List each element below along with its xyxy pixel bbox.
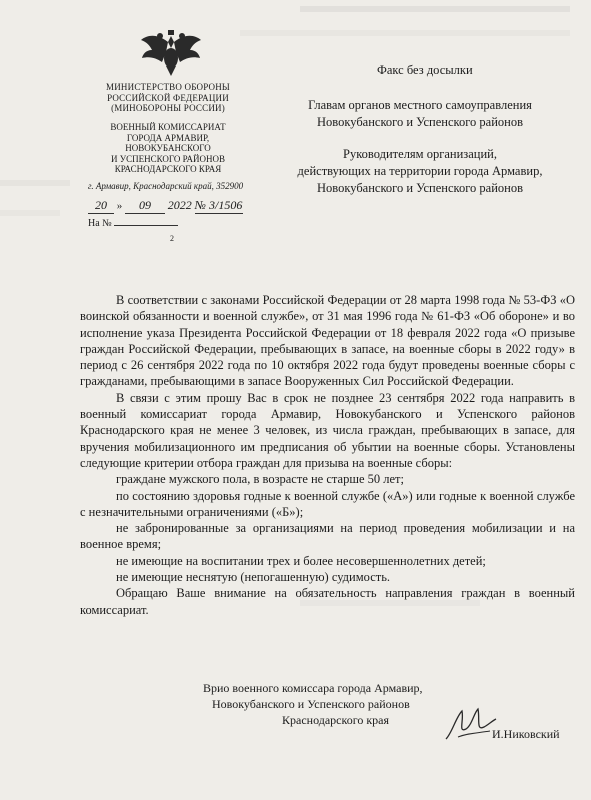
commissariat-line: ГОРОДА АРМАВИР, <box>126 132 210 143</box>
fax-header-bleed <box>300 6 570 12</box>
ministry-line: (МИНОБОРОНЫ РОССИИ) <box>111 103 225 113</box>
recipient-organizations <box>270 146 570 197</box>
commissariat-line: КРАСНОДАРСКОГО КРАЯ <box>114 164 222 174</box>
registration-line: 20 » 09 2022 № 3/1506 <box>88 198 243 214</box>
commissariat-line: НОВОКУБАНСКОГО <box>125 143 211 153</box>
signatory-title-line: Новокубанского и Успенского районов <box>212 697 410 711</box>
handwritten-signature-icon <box>438 703 498 745</box>
left-margin-bleed <box>0 210 60 216</box>
letter-body <box>80 292 575 618</box>
criterion-item: не имеющие на воспитании трех и более несовершеннолетних детей; <box>116 553 486 568</box>
criterion-item: по состоянию здоровья годные к военной службе («А») или годные к военной службе с незначительными ограничениями («Б»); <box>80 488 575 519</box>
reference-line <box>88 218 178 229</box>
left-margin-bleed <box>0 180 70 186</box>
commissariat-line: И УСПЕНСКОГО РАЙОНОВ <box>111 153 225 164</box>
commissariat-line: ВОЕННЫЙ КОМИССАРИАТ <box>110 122 226 132</box>
signatory-name: И.Никовский <box>492 727 560 741</box>
ministry-name <box>78 82 258 114</box>
commissariat-name <box>76 122 260 175</box>
double-headed-eagle-emblem-icon <box>138 28 204 78</box>
recipient-line: Руководителям организаций, <box>343 147 497 161</box>
recipient-line: Новокубанского и Успенского районов <box>317 181 523 195</box>
fax-note: Факс без досылки <box>377 63 473 77</box>
ministry-line: МИНИСТЕРСТВО ОБОРОНЫ <box>106 82 230 92</box>
reference-label: На № <box>88 218 112 229</box>
criterion-item: не забронированные за организациями на период проведения мобилизации и на военное время; <box>80 521 575 552</box>
signatory-title-line: Врио военного комиссара города Армавир, <box>203 681 423 695</box>
date-month: 09 <box>139 198 151 212</box>
date-year: 2022 <box>167 198 192 212</box>
registration-number: № 3/1506 <box>194 198 243 212</box>
date-day: 20 <box>95 198 107 212</box>
sender-address: г. Армавир, Краснодарский край, 352900 <box>88 181 244 191</box>
recipient-heads <box>270 97 570 131</box>
criterion-item: граждане мужского пола, в возрасте не старше 50 лет; <box>116 472 404 487</box>
fax-header-bleed <box>240 30 570 36</box>
paragraph-attention: Обращаю Ваше внимание на обязательность направления граждан в военный комиссариат. <box>80 586 575 617</box>
ministry-line: РОССИЙСКОЙ ФЕДЕРАЦИИ <box>107 92 229 103</box>
recipient-line: действующих на территории города Армавир, <box>297 164 543 178</box>
paragraph-request: В связи с этим прошу Вас в срок не позднее 23 сентября 2022 года направить в военный комиссариат города Армавир, Новокубанского и Успенского районов Краснодарского края не менее 3 человек, из числа граждан, пребывающих в запасе, для вручения мобилизационного им предписания об убытии на военные сборы. Установлены следующие критерии отбора граждан для призыва на военные сборы: <box>80 390 575 470</box>
paragraph-legal-basis: В соответствии с законами Российской Федерации от 28 марта 1998 года № 53-ФЗ «О воинской обязанности и военной службе», от 31 мая 1996 года № 61-ФЗ «Об обороне» и во исполнение указа Президента Российской Федерации от 18 февраля 2022 года «О призыве граждан Российской Федерации, пребывающих в запасе, на военные сборы в 2022 году» в период с 26 сентября 2022 года по 10 октября 2022 года будут проведены военные сборы с гражданами, пребывающими в запасе Вооруженных Сил Российской Федерации. <box>80 293 575 389</box>
criterion-item: не имеющие неснятую (непогашенную) судимость. <box>116 570 391 585</box>
signatory-title-line: Краснодарского края <box>282 713 390 727</box>
recipient-line: Главам органов местного самоуправления <box>308 98 532 112</box>
page-number: 2 <box>170 234 174 243</box>
recipient-line: Новокубанского и Успенского районов <box>317 115 523 129</box>
